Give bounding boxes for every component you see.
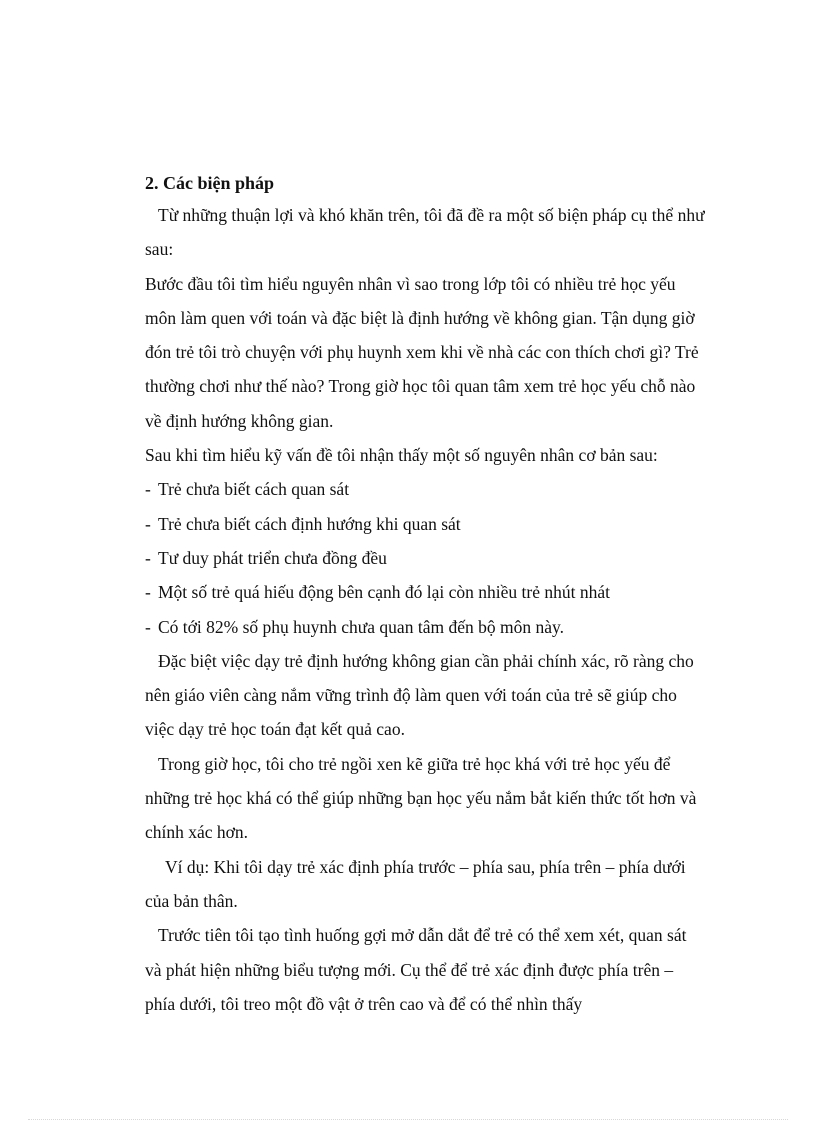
bullet-marker: -	[145, 479, 151, 500]
bullet-marker: -	[145, 513, 151, 534]
bullet-marker: -	[145, 616, 151, 637]
paragraph-seating: Trong giờ học, tôi cho trẻ ngồi xen kẽ giữa trẻ học khá với trẻ học yếu để những trẻ học khá có thể giúp những bạn học yếu nắm bắt kiến thức tốt hơn và chính xác hơn.	[145, 753, 697, 843]
list-item: - Trẻ chưa biết cách quan sát	[145, 472, 705, 506]
list-item: - Một số trẻ quá hiếu động bên cạnh đó lại còn nhiều trẻ nhút nhát	[145, 575, 705, 609]
paragraph-intro: Từ những thuận lợi và khó khăn trên, tôi đã đề ra một số biện pháp cụ thể như sau:	[145, 205, 705, 260]
bullet-marker: -	[145, 582, 151, 603]
section-heading: 2. Các biện pháp	[145, 173, 275, 193]
paragraph-causes-intro: Sau khi tìm hiểu kỹ vấn đề tôi nhận thấy một số nguyên nhân cơ bản sau:	[145, 445, 658, 466]
list-item: - Có tới 82% số phụ huynh chưa quan tâm đến bộ môn này.	[145, 610, 705, 644]
page-bottom-divider	[28, 1119, 788, 1120]
paragraph-example: Ví dụ: Khi tôi dạy trẻ xác định phía trước – phía sau, phía trên – phía dưới của bản thân.	[145, 856, 686, 911]
list-item: - Trẻ chưa biết cách định hướng khi quan sát	[145, 507, 705, 541]
causes-list	[145, 472, 705, 643]
bullet-marker: -	[145, 547, 151, 568]
paragraph-investigation: Bước đầu tôi tìm hiểu nguyên nhân vì sao trong lớp tôi có nhiều trẻ học yếu môn làm quen với toán và đặc biệt là định hướng về không gian. Tận dụng giờ đón trẻ tôi trò chuyện với phụ huynh xem khi về nhà các con thích chơi gì? Trẻ thường chơi như thế nào? Trong giờ học tôi quan tâm xem trẻ học yếu chỗ nào về định hướng không gian.	[145, 273, 699, 431]
paragraph-accuracy: Đặc biệt việc dạy trẻ định hướng không gian cần phải chính xác, rõ ràng cho nên giáo viên càng nắm vững trình độ làm quen với toán của trẻ sẽ giúp cho việc dạy trẻ học toán đạt kết quả cao.	[145, 650, 694, 740]
document-body	[145, 168, 705, 1021]
paragraph-situation: Trước tiên tôi tạo tình huống gợi mở dẫn dắt để trẻ có thể xem xét, quan sát và phát hiện những biểu tượng mới. Cụ thể để trẻ xác định được phía trên – phía dưới, tôi treo một đồ vật ở trên cao và để có thể nhìn thấy	[145, 925, 687, 1014]
list-item: - Tư duy phát triển chưa đồng đều	[145, 541, 705, 575]
